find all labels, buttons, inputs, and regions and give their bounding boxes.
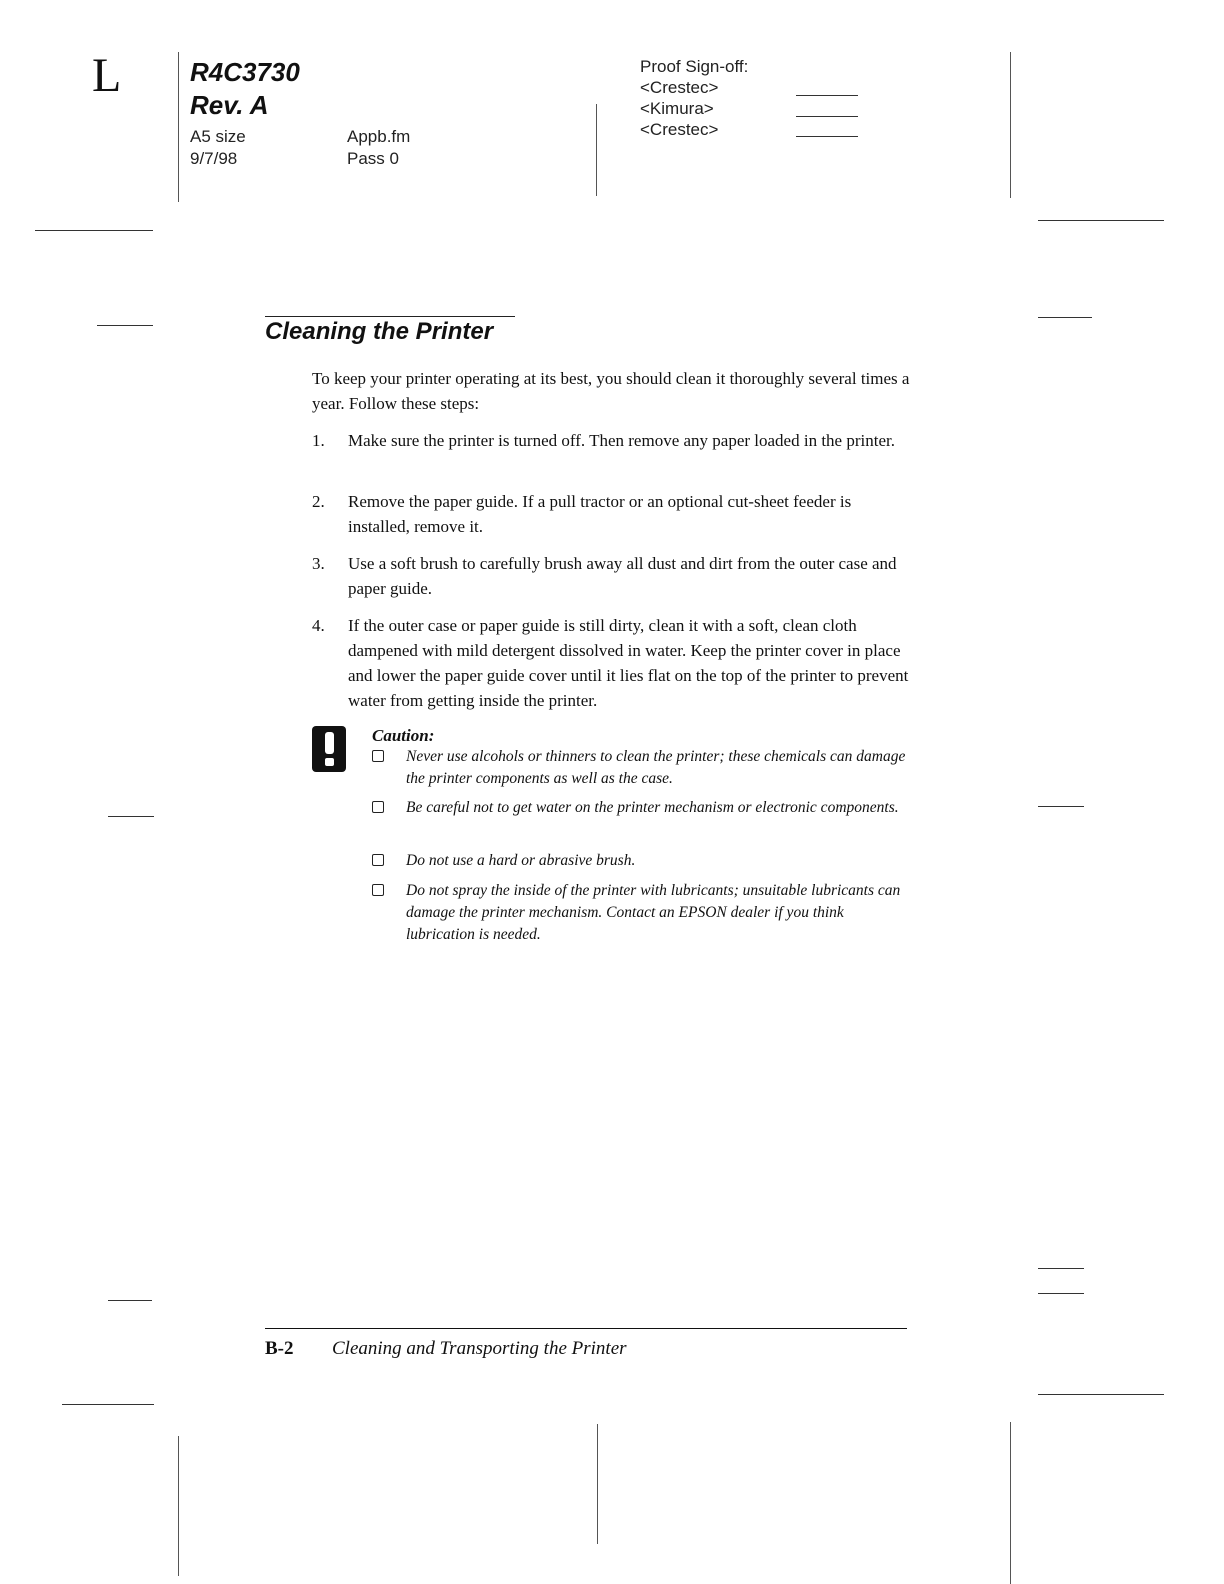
section-letter: L (92, 49, 122, 102)
crop-mark (62, 1404, 154, 1405)
step-number: 2. (312, 492, 325, 511)
list-item (312, 489, 912, 539)
signoff-line (796, 136, 858, 137)
caution-title: Caution: (372, 726, 435, 745)
chapter-title: Cleaning and Transporting the Printer (332, 1338, 627, 1359)
bullet-box-icon (372, 854, 384, 866)
proof-entry: <Crestec> (640, 78, 719, 97)
section-title: Cleaning the Printer (265, 318, 494, 345)
crop-mark (35, 230, 153, 231)
step-text: Remove the paper guide. If a pull tractor or an optional cut-sheet feeder is installed, remove it. (348, 492, 852, 536)
page-number: B-2 (265, 1338, 294, 1359)
bullet-box-icon (372, 750, 384, 762)
proof-entry: <Crestec> (640, 120, 719, 139)
doc-meta-right (347, 126, 410, 170)
footer-rule (265, 1328, 907, 1329)
bullet-box-icon (372, 884, 384, 896)
list-item (312, 428, 912, 453)
crop-mark (1038, 806, 1084, 807)
crop-mark (1038, 1268, 1084, 1269)
step-text: Make sure the printer is turned off. Then remove any paper loaded in the printer. (348, 431, 895, 450)
pass-number: Pass 0 (347, 149, 399, 168)
bullet-box-icon (372, 801, 384, 813)
step-number: 3. (312, 554, 325, 573)
caution-item (372, 797, 912, 819)
crop-mark (1010, 1422, 1011, 1584)
model-code: R4C3730 (190, 57, 300, 87)
crop-mark (108, 816, 154, 817)
crop-mark (97, 325, 153, 326)
step-number: 1. (312, 431, 325, 450)
revision: Rev. A (190, 89, 269, 120)
model-code-block (190, 56, 300, 121)
crop-mark (597, 1424, 598, 1544)
crop-mark (108, 1300, 152, 1301)
crop-mark (1038, 317, 1092, 318)
caution-text: Do not spray the inside of the printer with lubricants; unsuitable lubricants can damage the printer mechanism. Contact an EPSON dealer if you think lubrication is needed. (406, 882, 901, 943)
proof-label: Proof Sign-off: (640, 57, 749, 76)
crop-mark (1038, 1293, 1084, 1294)
crop-mark (178, 1436, 179, 1576)
crop-mark (1038, 1394, 1164, 1395)
list-item (312, 551, 912, 601)
header-divider-right (1010, 52, 1011, 198)
step-text: Use a soft brush to carefully brush away all dust and dirt from the outer case and paper guide. (348, 554, 897, 598)
caution-text: Do not use a hard or abrasive brush. (406, 852, 636, 869)
file-name: Appb.fm (347, 127, 411, 146)
crop-mark (1038, 220, 1164, 221)
signoff-line (796, 116, 858, 117)
proof-entry: <Kimura> (640, 99, 714, 118)
title-rule (265, 316, 515, 317)
signoff-line (796, 95, 858, 96)
list-item (312, 613, 912, 713)
caution-icon (312, 726, 346, 772)
caution-text: Be careful not to get water on the printer mechanism or electronic components. (406, 799, 899, 816)
caution-item (372, 880, 912, 946)
caution-item (372, 850, 912, 872)
step-number: 4. (312, 616, 325, 635)
caution-text: Never use alcohols or thinners to clean the printer; these chemicals can damage the printer components as well as the case. (406, 748, 906, 787)
step-text: If the outer case or paper guide is still dirty, clean it with a soft, clean cloth dampened with mild detergent dissolved in water. Keep the printer cover in place and lower the paper guide cover until it lies flat on the top of the printer to prevent water from getting inside the printer. (348, 616, 909, 710)
paper-size: A5 size (190, 127, 246, 146)
caution-item (372, 746, 912, 790)
proof-signoff (640, 56, 748, 140)
doc-meta-left (190, 126, 246, 170)
intro-paragraph: To keep your printer operating at its best, you should clean it thoroughly several times a year. Follow these steps: (312, 369, 910, 413)
header-divider-left (178, 52, 179, 202)
doc-date: 9/7/98 (190, 149, 238, 168)
header-divider-mid (596, 104, 597, 196)
